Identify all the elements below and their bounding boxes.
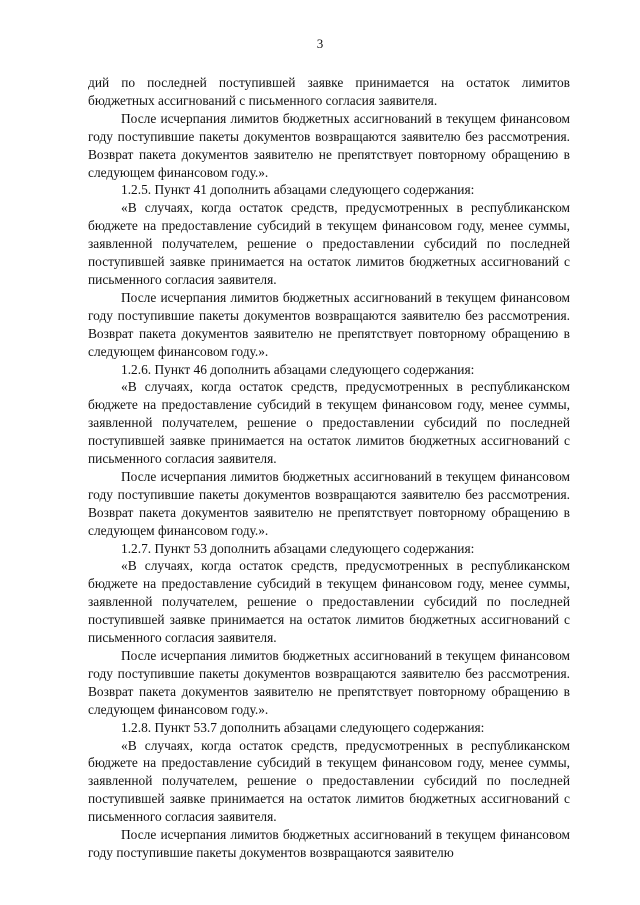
paragraph-continuation: дий по последней поступившей заявке принимается на остаток лимитов бюджетных ассигнований с письменного согласия заявителя. (88, 75, 570, 108)
clause-1-2-8-exhausted-text: После исчерпания лимитов бюджетных ассигнований в текущем финансовом году поступившие пакеты документов возвращаются заявителю (88, 827, 570, 860)
paragraph-limits-exhausted: После исчерпания лимитов бюджетных ассигнований в текущем финансовом году поступившие пакеты документов возвращаются заявителю без рассмотрения. Возврат пакета документов заявителю не препятствует повторному обращению в следующем финансовом году.». (88, 110, 570, 180)
clause-1-2-6-remainder-text: «В случаях, когда остаток средств, предусмотренных в республиканском бюджете на предоставление субсидий в текущем финансовом году, менее суммы, заявленной получателем, решение о предоставлении субсидий по последней поступившей заявке принимается на остаток лимитов бюджетных ассигнований с письменного согласия заявителя. (88, 379, 570, 467)
clause-1-2-6-exhausted-text: После исчерпания лимитов бюджетных ассигнований в текущем финансовом году поступившие пакеты документов возвращаются заявителю без рассмотрения. Возврат пакета документов заявителю не препятствует повторному обращению в следующем финансовом году.». (88, 468, 570, 538)
clause-1-2-7-heading: 1.2.7. Пункт 53 дополнить абзацами следующего содержания: (121, 540, 475, 556)
clause-1-2-7-remainder-text: «В случаях, когда остаток средств, предусмотренных в республиканском бюджете на предоставление субсидий в текущем финансовом году, менее суммы, заявленной получателем, решение о предоставлении субсидий по последней поступившей заявке принимается на остаток лимитов бюджетных ассигнований с письменного согласия заявителя. (88, 558, 570, 646)
clause-1-2-8-heading: 1.2.8. Пункт 53.7 дополнить абзацами следующего содержания: (121, 719, 485, 735)
clause-1-2-5-remainder-text: «В случаях, когда остаток средств, предусмотренных в республиканском бюджете на предоставление субсидий в текущем финансовом году, менее суммы, заявленной получателем, решение о предоставлении субсидий по последней поступившей заявке принимается на остаток лимитов бюджетных ассигнований с письменного согласия заявителя. (88, 200, 570, 287)
clause-1-2-7-exhausted-text: После исчерпания лимитов бюджетных ассигнований в текущем финансовом году поступившие пакеты документов возвращаются заявителю без рассмотрения. Возврат пакета документов заявителю не препятствует повторному обращению в следующем финансовом году.». (88, 648, 570, 717)
clause-1-2-5-heading: 1.2.5. Пункт 41 дополнить абзацами следующего содержания: (121, 182, 475, 198)
page-number: 3 (316, 36, 324, 51)
clause-1-2-8-remainder-text: «В случаях, когда остаток средств, предусмотренных в республиканском бюджете на предоставление субсидий в текущем финансовом году, менее суммы, заявленной получателем, решение о предоставлении субсидий по последней поступившей заявке принимается на остаток лимитов бюджетных ассигнований с письменного согласия заявителя. (88, 737, 570, 825)
clause-1-2-6-heading: 1.2.6. Пункт 46 дополнить абзацами следующего содержания: (121, 361, 475, 377)
document-body (88, 74, 570, 862)
clause-1-2-5-exhausted-text: После исчерпания лимитов бюджетных ассигнований в текущем финансовом году поступившие пакеты документов возвращаются заявителю без рассмотрения. Возврат пакета документов заявителю не препятствует повторному обращению в следующем финансовом году.». (88, 289, 570, 359)
